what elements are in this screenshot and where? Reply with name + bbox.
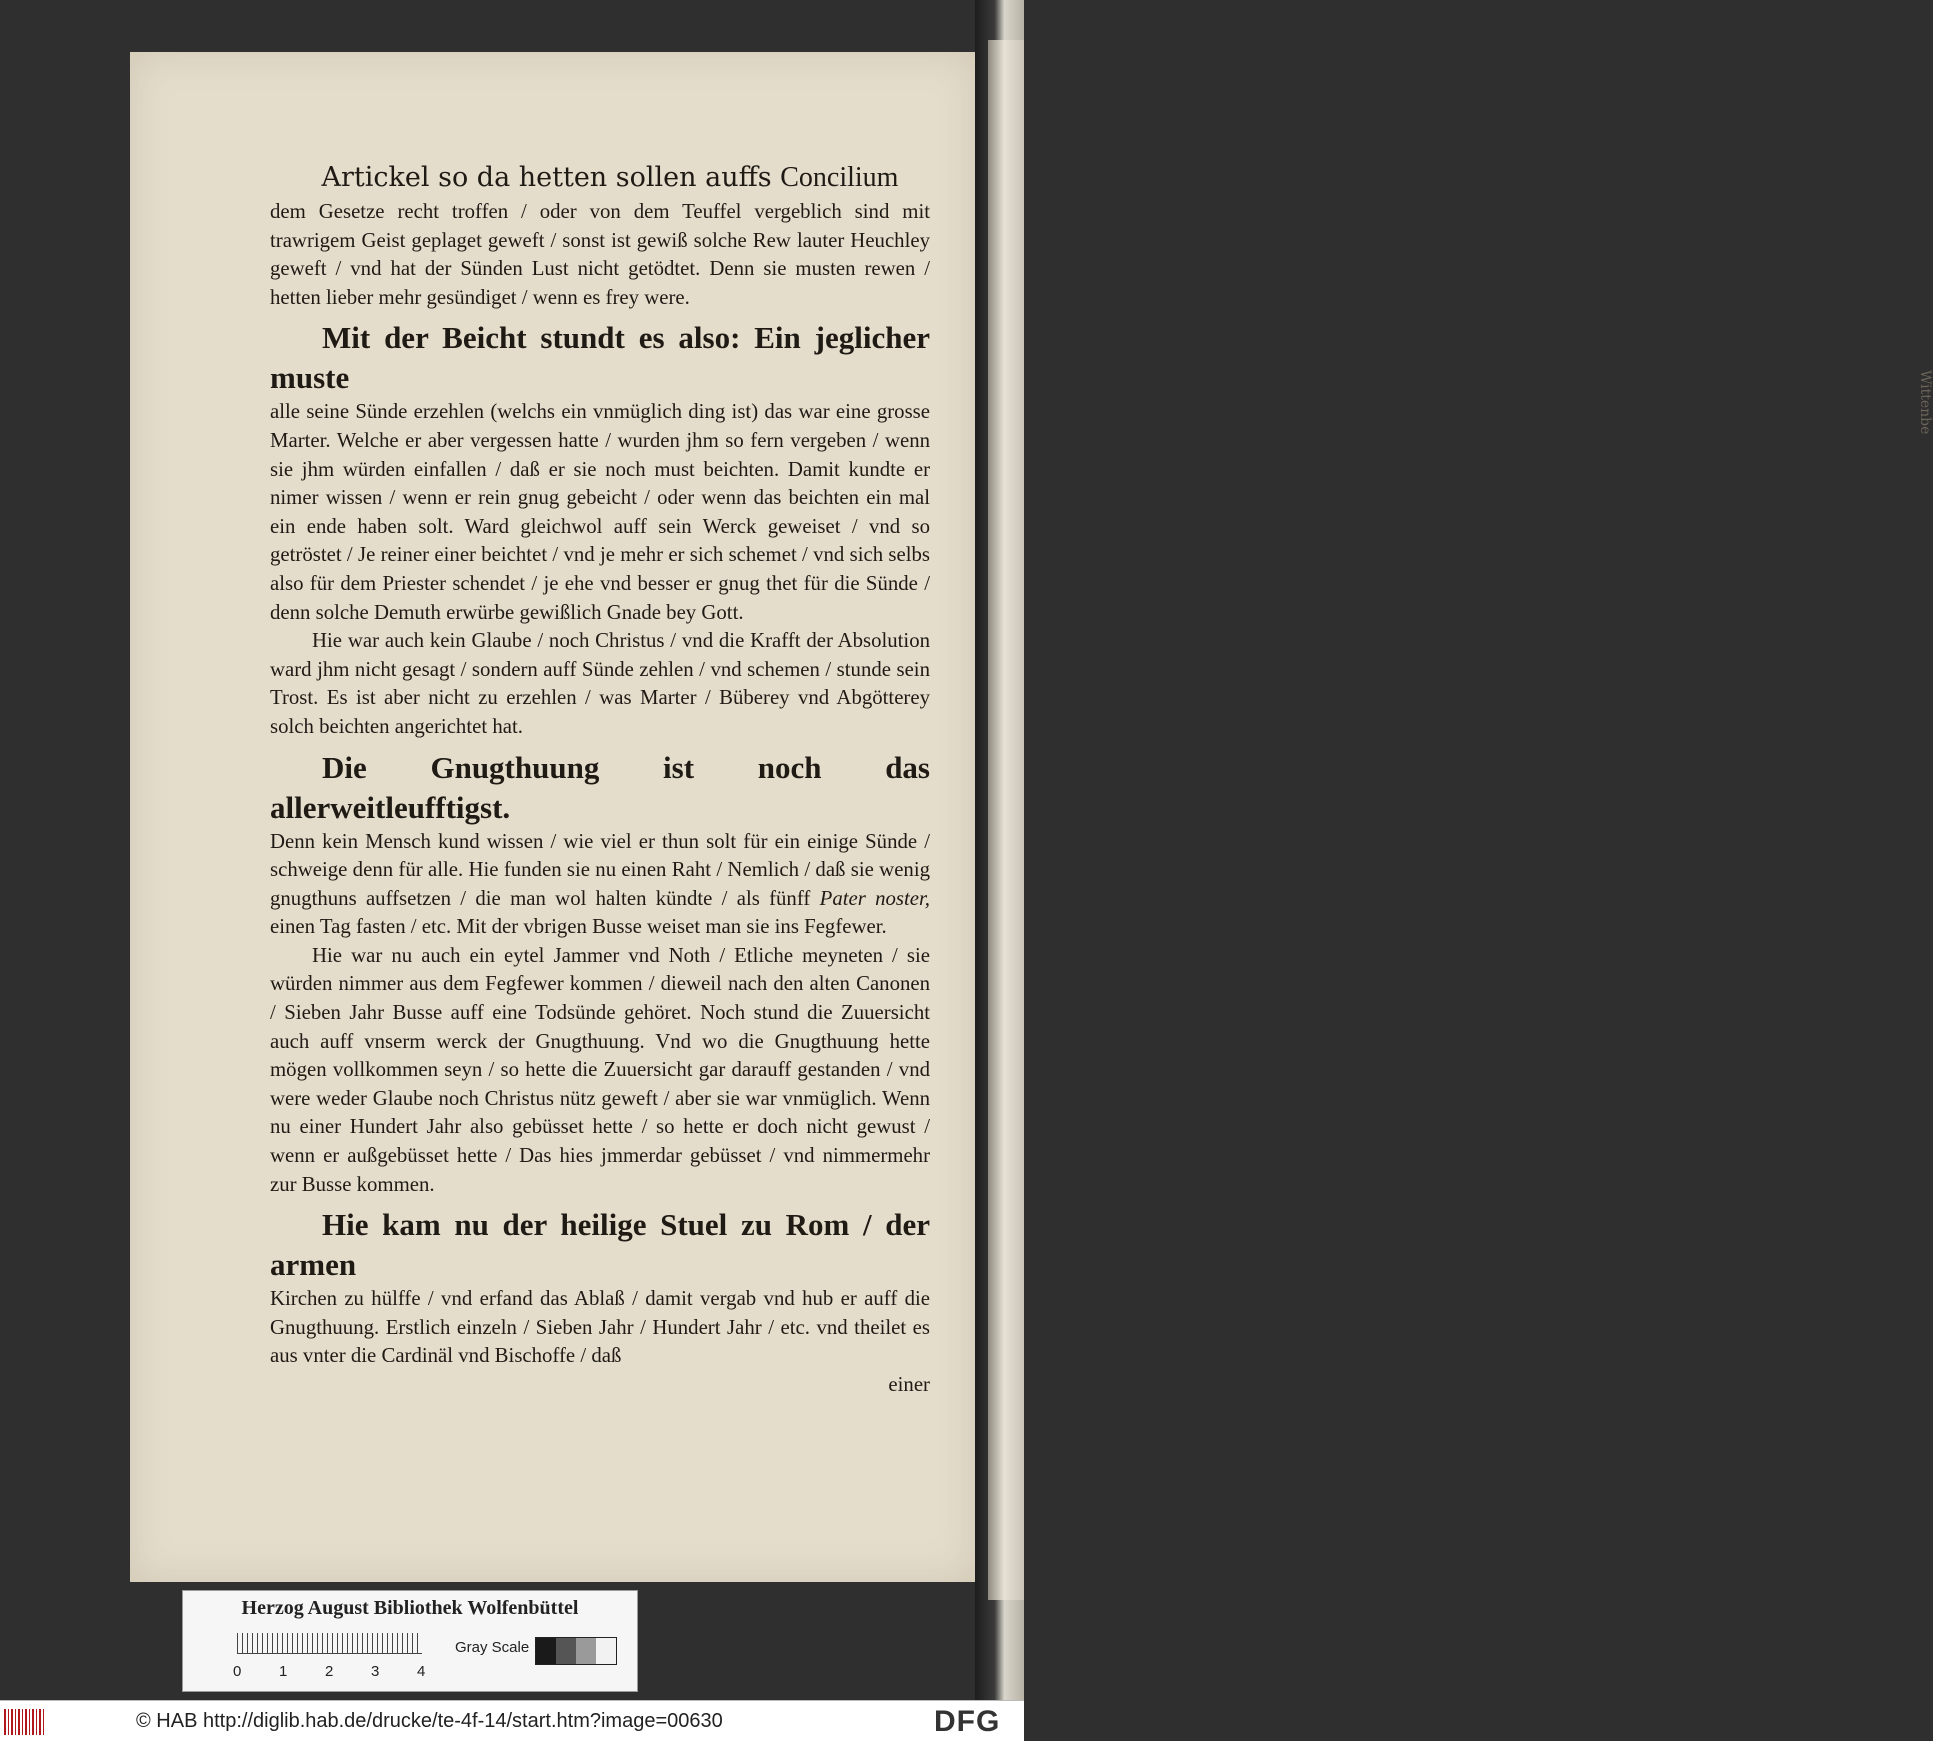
paragraph-lead: Die Gnugthuung ist noch das allerweitleufftigst.	[270, 749, 930, 825]
color-calibration-card	[182, 1590, 638, 1692]
gray-scale-label: Gray Scale	[455, 1639, 530, 1656]
paragraph-body-end: einen Tag fasten / etc. Mit der vbrigen Busse weiset man sie ins Fegfewer.	[270, 915, 887, 939]
paragraph-ablass	[270, 1205, 930, 1371]
ruler-number: 3	[371, 1663, 380, 1680]
paragraph-lead: Mit der Beicht stundt es also: Ein jeglicher muste	[270, 320, 930, 396]
adjacent-page-edge	[988, 40, 1933, 1600]
paragraph-gnugthuung	[270, 748, 930, 942]
card-title: Herzog August Bibliothek Wolfenbüttel	[241, 1597, 579, 1619]
ruler-number: 2	[325, 1663, 334, 1680]
ruler-number: 1	[279, 1663, 288, 1680]
running-head-antiqua: Concilium	[780, 162, 899, 193]
gray-swatch	[556, 1638, 576, 1664]
catchword: einer	[888, 1373, 930, 1396]
ruler-number: 0	[233, 1663, 242, 1680]
footer-bar	[0, 1700, 1024, 1741]
footer-copyright[interactable]: © HAB http://diglib.hab.de/drucke/te-4f-14/start.htm?image=00630	[136, 1710, 723, 1732]
running-head	[290, 162, 930, 194]
barcode-icon	[4, 1709, 44, 1735]
paragraph-body: Kirchen zu hülffe / vnd erfand das Ablaß / damit vergab vnd hub er auff die Gnugthuung. Erstlich einzeln / Sieben Jahr / Hundert Jahr / etc. vnd theilet es aus vnter die Cardinäl vnd Bischoffe / daß	[270, 1287, 930, 1368]
running-head-text: Artickel so da hetten sollen auffs	[321, 162, 772, 193]
paragraph-absolution: Hie war auch kein Glaube / noch Christus / vnd die Krafft der Absolution ward jhm nicht gesagt / sondern auff Sünde zehlen / vnd schemen / stunde sein Trost. Es ist aber nicht zu erzehlen / was Marter / Büberey vnd Abgötterey solch beichten angerichtet hat.	[270, 629, 930, 738]
gray-swatch	[596, 1638, 616, 1664]
gray-swatch	[536, 1638, 556, 1664]
scale-ruler	[237, 1633, 422, 1654]
paragraph-beicht	[270, 318, 930, 627]
gray-scale-swatches	[535, 1637, 617, 1665]
ruler-number: 4	[417, 1663, 426, 1680]
book-page	[130, 52, 975, 1582]
paragraph-italic: Pater noster,	[819, 886, 930, 910]
paragraph-body: alle seine Sünde erzehlen (welchs ein vnmüglich ding ist) das war eine grosse Marter. Welche er aber vergessen hatte / wurden jhm so fern vergeben / wenn sie jhm würden einfallen / daß er sie noch must beichten. Damit kundte er nimer wissen / wenn er rein gnug gebeicht / oder wenn das beichten ein mal ein ende haben solt. Ward gleichwol auff sein Werck geweiset / vnd so getröstet / Je reiner einer beichtet / vnd je mehr er sich schemet / vnd sich selbs also für dem Priester schendet / je ehe vnd besser er gnug thet für die Sünde / denn solche Demuth erwürbe gewißlich Gnade bey Gott.	[270, 400, 930, 624]
paragraph-1: dem Gesetze recht troffen / oder von dem Teuffel vergeblich sind mit trawrigem Geist geplaget geweft / sonst ist gewiß solche Rew lauter Heuchley geweft / vnd hat der Sünden Lust nicht getödtet. Denn sie musten rewen / hetten lieber mehr gesündiget / wenn es frey were.	[270, 200, 930, 309]
margin-note: Wittenbe	[1917, 370, 1933, 435]
page-text-block	[270, 162, 930, 1399]
paragraph-lead: Hie kam nu der heilige Stuel zu Rom / der armen	[270, 1207, 930, 1283]
dfg-logo: DFG	[934, 1705, 1001, 1738]
paragraph-fegfewer: Hie war nu auch ein eytel Jammer vnd Noth / Etliche meyneten / sie würden nimmer aus dem Fegfewer kommen / dieweil nach den alten Canonen / Sieben Jahr Busse auff eine Todsünde gehöret. Noch stund die Zuuersicht auch auff vnserm werck der Gnugthuung. Vnd wo die Gnugthuung hette mögen vollkommen seyn / so hette die Zuuersicht gar darauff gestanden / vnd were weder Glaube noch Christus nütz geweft / aber sie war vnmüglich. Wenn nu einer Hundert Jahr also gebüsset hette / so hette er doch nicht gewust / wenn er außgebüsset hette / Das hies jmmerdar gebüsset / vnd nimmermehr zur Busse kommen.	[270, 943, 930, 1196]
ruler-numbers	[233, 1663, 437, 1683]
gray-swatch	[576, 1638, 596, 1664]
paragraph-body: Denn kein Mensch kund wissen / wie viel er thun solt für ein einige Sünde / schweige denn für alle. Hie funden sie nu einen Raht / Nemlich / daß sie wenig gnugthuns auffsetzen / die man wol halten kündte / als fünff	[270, 829, 930, 910]
